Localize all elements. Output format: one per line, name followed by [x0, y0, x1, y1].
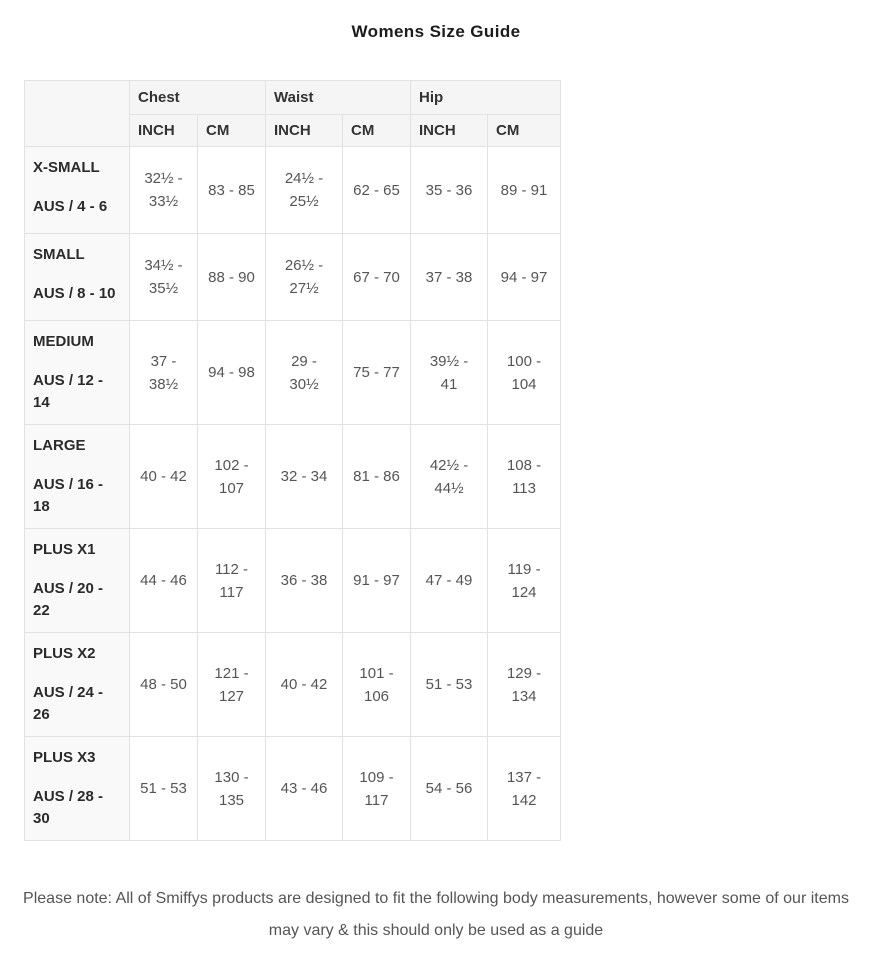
hip-column-header: Hip [411, 81, 561, 115]
table-row [25, 737, 561, 841]
size-label-cell [25, 529, 130, 633]
chest-column-header: Chest [130, 81, 266, 115]
measurement-value: 42½ - 44½ [411, 425, 488, 529]
size-name: LARGE [33, 437, 86, 454]
aus-size: AUS / 24 - 26 [33, 684, 104, 723]
measurement-value: 121 - 127 [198, 633, 266, 737]
group-header-row [25, 81, 561, 115]
chest-cm-header: CM [198, 115, 266, 147]
measurement-value: 94 - 98 [198, 321, 266, 425]
measurement-value: 37 - 38½ [130, 321, 198, 425]
measurement-value: 36 - 38 [266, 529, 343, 633]
measurement-value: 112 - 117 [198, 529, 266, 633]
waist-cm-header: CM [343, 115, 411, 147]
aus-size: AUS / 28 - 30 [33, 788, 104, 827]
measurement-value: 129 - 134 [488, 633, 561, 737]
aus-size: AUS / 20 - 22 [33, 580, 104, 619]
table-row [25, 234, 561, 321]
measurement-value: 108 - 113 [488, 425, 561, 529]
measurement-value: 37 - 38 [411, 234, 488, 321]
measurement-value: 83 - 85 [198, 147, 266, 234]
measurement-value: 51 - 53 [130, 737, 198, 841]
size-name: MEDIUM [33, 333, 94, 350]
hip-inch-header: INCH [411, 115, 488, 147]
chest-inch-header: INCH [130, 115, 198, 147]
table-row [25, 425, 561, 529]
measurement-value: 91 - 97 [343, 529, 411, 633]
measurement-value: 51 - 53 [411, 633, 488, 737]
aus-size: AUS / 4 - 6 [33, 198, 108, 215]
measurement-value: 40 - 42 [266, 633, 343, 737]
measurement-value: 62 - 65 [343, 147, 411, 234]
measurement-value: 24½ - 25½ [266, 147, 343, 234]
page-title: Womens Size Guide [351, 22, 521, 41]
size-label-cell [25, 633, 130, 737]
note-text: Please note: All of Smiffys products are designed to fit the following body measurements, however some of our items may vary & this should only be used as a guide [23, 890, 849, 939]
size-name: PLUS X2 [33, 645, 96, 662]
measurement-value: 39½ - 41 [411, 321, 488, 425]
measurement-value: 88 - 90 [198, 234, 266, 321]
size-name: X-SMALL [33, 159, 100, 176]
measurement-value: 67 - 70 [343, 234, 411, 321]
size-guide-table [24, 80, 561, 841]
measurement-value: 32½ - 33½ [130, 147, 198, 234]
size-label-cell [25, 425, 130, 529]
measurement-value: 40 - 42 [130, 425, 198, 529]
table-row [25, 633, 561, 737]
size-name: PLUS X1 [33, 541, 96, 558]
measurement-value: 43 - 46 [266, 737, 343, 841]
measurement-value: 32 - 34 [266, 425, 343, 529]
measurement-value: 35 - 36 [411, 147, 488, 234]
measurement-value: 130 - 135 [198, 737, 266, 841]
measurement-value: 81 - 86 [343, 425, 411, 529]
size-label-cell [25, 147, 130, 234]
hip-cm-header: CM [488, 115, 561, 147]
size-label-cell [25, 737, 130, 841]
blank-header-cell [25, 81, 130, 147]
size-label-cell [25, 234, 130, 321]
aus-size: AUS / 12 - 14 [33, 372, 104, 411]
measurement-value: 109 - 117 [343, 737, 411, 841]
measurement-value: 44 - 46 [130, 529, 198, 633]
measurement-value: 100 - 104 [488, 321, 561, 425]
measurement-value: 47 - 49 [411, 529, 488, 633]
size-name: PLUS X3 [33, 749, 96, 766]
measurement-value: 48 - 50 [130, 633, 198, 737]
measurement-value: 94 - 97 [488, 234, 561, 321]
measurement-value: 102 - 107 [198, 425, 266, 529]
measurement-value: 137 - 142 [488, 737, 561, 841]
size-table-body [25, 147, 561, 841]
measurement-value: 75 - 77 [343, 321, 411, 425]
size-table-head [25, 81, 561, 147]
measurement-value: 119 - 124 [488, 529, 561, 633]
waist-column-header: Waist [266, 81, 411, 115]
waist-inch-header: INCH [266, 115, 343, 147]
measurement-value: 26½ - 27½ [266, 234, 343, 321]
size-name: SMALL [33, 246, 85, 263]
size-label-cell [25, 321, 130, 425]
measurement-value: 89 - 91 [488, 147, 561, 234]
aus-size: AUS / 16 - 18 [33, 476, 104, 515]
measurement-value: 101 - 106 [343, 633, 411, 737]
table-row [25, 147, 561, 234]
measurement-value: 29 - 30½ [266, 321, 343, 425]
measurement-value: 54 - 56 [411, 737, 488, 841]
table-row [25, 321, 561, 425]
table-row [25, 529, 561, 633]
measurement-value: 34½ - 35½ [130, 234, 198, 321]
aus-size: AUS / 8 - 10 [33, 285, 116, 302]
